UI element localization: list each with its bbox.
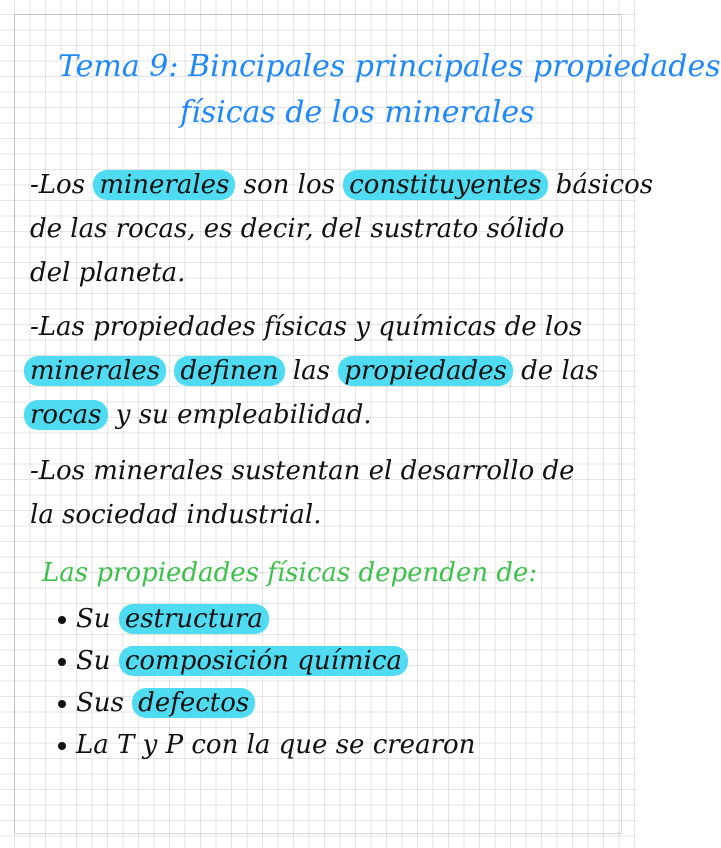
highlight-estructura: estructura bbox=[119, 604, 269, 634]
paragraph-3-line-2: la sociedad industrial. bbox=[30, 500, 322, 530]
text: son los bbox=[235, 170, 344, 200]
paragraph-3-line-1: -Los minerales sustentan el desarrollo de bbox=[30, 456, 575, 486]
list-item-3 bbox=[58, 690, 255, 716]
text: las bbox=[284, 356, 339, 386]
list-item-1 bbox=[58, 606, 269, 632]
list-item-2 bbox=[58, 648, 408, 674]
text: de las bbox=[512, 356, 599, 386]
list-item-4 bbox=[58, 732, 475, 758]
highlight-minerales: minerales bbox=[24, 356, 166, 386]
paragraph-2-line-1: -Las propiedades físicas y químicas de los bbox=[30, 312, 583, 342]
text: básicos bbox=[547, 170, 654, 200]
paragraph-1-line-1 bbox=[30, 172, 653, 198]
highlight-definen: definen bbox=[174, 356, 284, 386]
highlight-propiedades: propiedades bbox=[338, 356, 513, 386]
paragraph-1-line-3: del planeta. bbox=[30, 258, 186, 288]
title-line-1: Tema 9: Bincipales principales propiedades bbox=[58, 49, 721, 84]
bullet-icon bbox=[58, 658, 66, 666]
bullet-icon bbox=[58, 700, 66, 708]
text: y su empleabilidad. bbox=[107, 400, 372, 430]
list-heading: Las propiedades físicas dependen de: bbox=[42, 558, 538, 588]
text: Sus bbox=[76, 688, 133, 718]
paragraph-2-line-3 bbox=[24, 402, 372, 428]
highlight-minerales: minerales bbox=[93, 170, 235, 200]
text: -Los bbox=[30, 170, 94, 200]
highlight-defectos: defectos bbox=[132, 688, 255, 718]
highlight-constituyentes: constituyentes bbox=[343, 170, 547, 200]
text: Su bbox=[76, 604, 119, 634]
paragraph-1-line-2: de las rocas, es decir, del sustrato sólido bbox=[30, 214, 565, 244]
text: Su bbox=[76, 646, 119, 676]
bullet-icon bbox=[58, 616, 66, 624]
bullet-icon bbox=[58, 742, 66, 750]
title-line-2: físicas de los minerales bbox=[180, 95, 535, 130]
text: La T y P con la que se crearon bbox=[76, 730, 476, 760]
paragraph-2-line-2 bbox=[24, 358, 599, 384]
highlight-rocas: rocas bbox=[24, 400, 108, 430]
highlight-composicion: composición química bbox=[119, 646, 408, 676]
